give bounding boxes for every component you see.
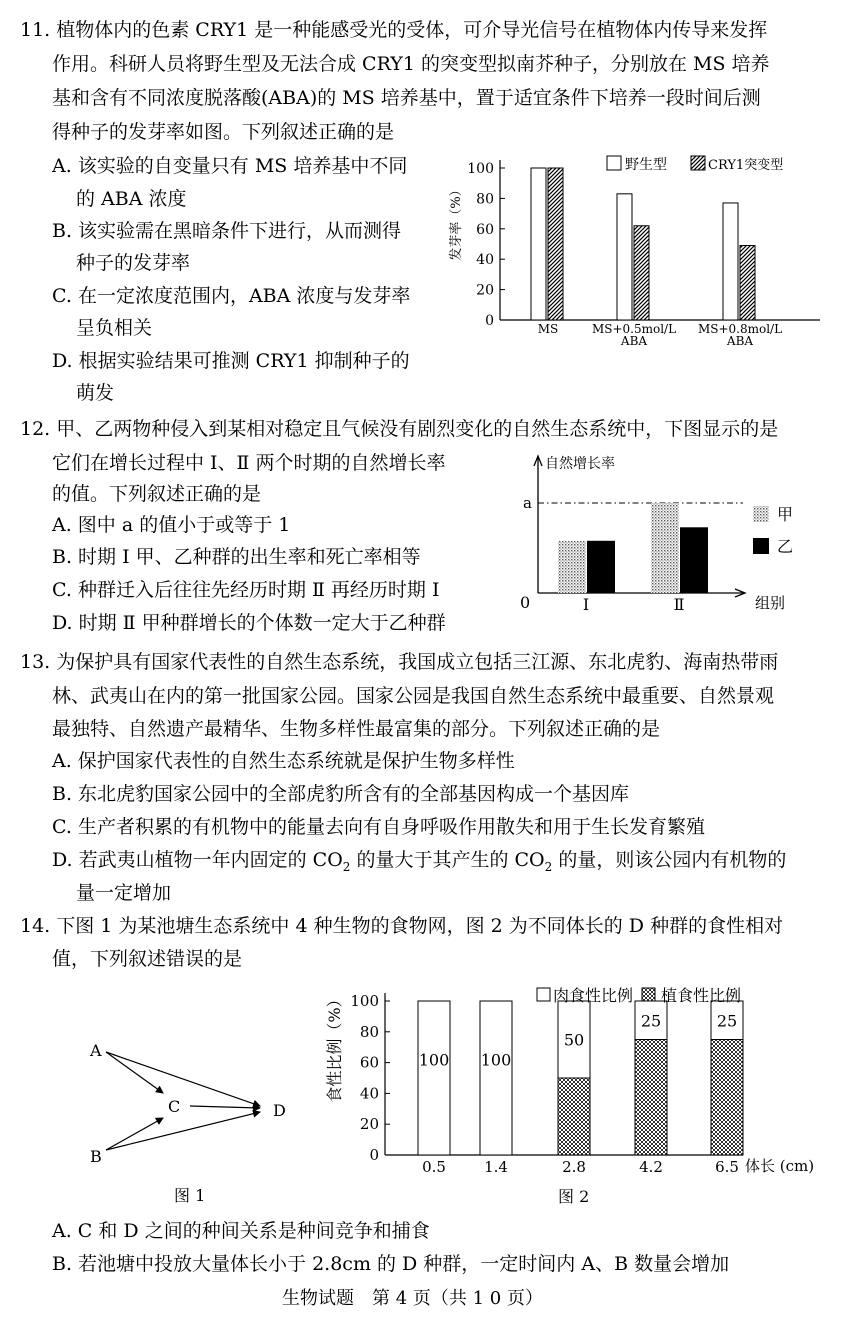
c1-x-tick-label: ABA xyxy=(620,334,648,348)
c2-y-axis-label: 自然增长率 xyxy=(545,456,615,472)
c1-x-tick-label: MS xyxy=(537,322,559,336)
c2-legend-swatch-yi xyxy=(753,538,769,554)
c3-x-tick-label: 2.8 xyxy=(562,1158,586,1176)
q11-option-b: B. 该实验需在黑暗条件下进行，从而测得 xyxy=(52,220,402,242)
q11-option-c: C. 在一定浓度范围内，ABA 浓度与发芽率 xyxy=(52,285,411,307)
c2-bar-jia xyxy=(651,503,679,593)
c2-bar-yi xyxy=(680,527,708,593)
q13-stem-line-1: 13. 为保护具有国家代表性的自然生态系统，我国成立包括三江源、东北虎豹、海南热带雨 xyxy=(20,651,779,673)
c1-x-tick-label: MS+0.8mol/L xyxy=(697,322,783,336)
c2-legend-swatch-jia xyxy=(753,506,769,522)
q12-option-d: D. 时期 Ⅱ 甲种群增长的个体数一定大于乙种群 xyxy=(52,612,446,634)
fig1-caption: 图 1 xyxy=(174,1186,206,1205)
q11-stem-line-2: 作用。科研人员将野生型及无法合成 CRY1 的突变型拟南芥种子，分别放在 MS 培养 xyxy=(52,53,770,75)
q13-option-c: C. 生产者积累的有机物中的能量去向有自身呼吸作用散失和用于生长发育繁殖 xyxy=(52,816,705,838)
c3-bar-label: 100 xyxy=(480,1050,512,1070)
c1-bar-wild xyxy=(723,203,738,320)
c3-bar-herbivore xyxy=(635,1040,667,1156)
c2-legend-yi: 乙 xyxy=(777,537,794,556)
c3-y-tick-label: 80 xyxy=(359,1022,379,1041)
q11-option-a-cont: 的 ABA 浓度 xyxy=(76,188,187,210)
c1-y-axis-label: 发芽率（%） xyxy=(449,183,464,261)
c3-bar-carnivore xyxy=(480,1001,512,1155)
c1-bar-mutant xyxy=(740,246,755,320)
c3-bar-label: 25 xyxy=(640,1011,662,1031)
c3-x-tick-label: 1.4 xyxy=(484,1158,508,1176)
food-web-figure xyxy=(70,1020,320,1210)
c3-y-tick-label: 20 xyxy=(359,1115,379,1134)
q13-option-a: A. 保护国家代表性的自然生态系统就是保护生物多样性 xyxy=(52,750,515,772)
q11-stem-line-3: 基和含有不同浓度脱落酸(ABA)的 MS 培养基中，置于适宜条件下培养一段时间后测 xyxy=(52,87,761,109)
c1-y-tick-label: 60 xyxy=(476,221,494,238)
c2-x-tick-label: Ⅱ xyxy=(673,595,685,614)
c3-bar-label: 25 xyxy=(716,1011,738,1031)
q11-stem-line-1: 11. 植物体内的色素 CRY1 是一种能感受光的受体，可介导光信号在植物体内传导来发挥 xyxy=(20,19,768,41)
q11-stem-line-4: 得种子的发芽率如图。下列叙述正确的是 xyxy=(52,121,395,143)
q12-stem-line-2: 它们在增长过程中 Ⅰ、Ⅱ 两个时期的自然增长率 xyxy=(52,452,446,474)
c3-bar-herbivore xyxy=(711,1040,743,1156)
c3-x-axis-label: 体长 (cm) xyxy=(745,1157,815,1175)
c3-legend-swatch-carnivore xyxy=(537,988,550,1001)
c3-y-tick-label: 100 xyxy=(350,992,379,1010)
q11-option-d-cont: 萌发 xyxy=(76,382,115,404)
c3-x-tick-label: 6.5 xyxy=(715,1158,739,1176)
q14-option-b: B. 若池塘中投放大量体长小于 2.8cm 的 D 种群，一定时间内 A、B 数量会增加 xyxy=(52,1253,730,1275)
q14-stem-line-1: 14. 下图 1 为某池塘生态系统中 4 种生物的食物网，图 2 为不同体长的 D 种群的食性相对 xyxy=(20,915,784,937)
node-a: A xyxy=(90,1041,102,1060)
c2-bar-yi xyxy=(587,541,615,593)
c3-y-tick-label: 40 xyxy=(359,1084,379,1103)
c1-y-tick-label: 80 xyxy=(476,191,494,208)
c1-y-tick-label: 0 xyxy=(485,313,494,329)
q11-option-d: D. 根据实验结果可推测 CRY1 抑制种子的 xyxy=(52,350,410,372)
c3-bar-label: 50 xyxy=(563,1030,585,1050)
c1-bar-wild xyxy=(531,168,546,320)
c2-origin-label: 0 xyxy=(520,593,531,612)
c1-bar-mutant xyxy=(548,168,563,320)
c3-y-tick-label: 0 xyxy=(369,1146,379,1164)
diet-proportion-chart xyxy=(315,975,815,1215)
c3-bar-label: 100 xyxy=(418,1050,450,1070)
c2-bar-jia xyxy=(558,541,586,593)
q13-option-b: B. 东北虎豹国家公园中的全部虎豹所含有的全部基因构成一个基因库 xyxy=(52,783,630,805)
q12-stem-line-3: 的值。下列叙述正确的是 xyxy=(52,483,262,505)
q13-stem-line-3: 最独特、自然遗产最精华、生物多样性最富集的部分。下列叙述正确的是 xyxy=(52,718,661,740)
growth-rate-chart xyxy=(505,448,845,620)
c3-bar-carnivore xyxy=(418,1001,450,1155)
q12-stem-line-1: 12. 甲、乙两物种侵入到某相对稳定且气候没有剧烈变化的自然生态系统中，下图显示的是 xyxy=(20,418,779,440)
c3-x-tick-label: 0.5 xyxy=(422,1158,446,1176)
c2-reference-label-a: a xyxy=(523,494,532,512)
q12-option-c: C. 种群迁入后往往先经历时期 Ⅱ 再经历时期 Ⅰ xyxy=(52,579,440,601)
node-c: C xyxy=(168,1097,181,1116)
q12-option-b: B. 时期 Ⅰ 甲、乙种群的出生率和死亡率相等 xyxy=(52,546,421,568)
c1-legend-mutant: CRY1突变型 xyxy=(708,158,784,173)
q14-stem-line-2: 值，下列叙述错误的是 xyxy=(52,948,243,970)
c2-legend-jia: 甲 xyxy=(777,505,794,524)
fig2-caption: 图 2 xyxy=(558,1187,590,1206)
q11-option-c-cont: 呈负相关 xyxy=(76,317,153,339)
q14-option-a: A. C 和 D 之间的种间关系是种间竞争和捕食 xyxy=(52,1220,430,1242)
c3-legend-swatch-herbivore xyxy=(642,988,655,1001)
c1-legend-swatch-wild xyxy=(607,156,621,170)
c1-x-tick-label: ABA xyxy=(726,334,754,348)
page-footer: 生物试题 第 4 页（共 1 0 页） xyxy=(282,1288,543,1309)
c1-legend-swatch-mutant xyxy=(691,156,705,170)
q12-option-a: A. 图中 a 的值小于或等于 1 xyxy=(52,514,291,536)
c1-bar-mutant xyxy=(634,226,649,320)
c3-x-tick-label: 4.2 xyxy=(639,1158,663,1176)
c3-y-tick-label: 60 xyxy=(359,1053,379,1072)
q13-stem-line-2: 林、武夷山在内的第一批国家公园。国家公园是我国自然生态系统中最重要、自然景观 xyxy=(52,685,775,707)
c2-x-axis-label: 组别 xyxy=(755,594,786,612)
c3-bar-herbivore xyxy=(558,1078,590,1155)
q11-option-b-cont: 种子的发芽率 xyxy=(76,252,191,274)
c1-y-tick-label: 100 xyxy=(467,161,494,177)
c1-legend-wild: 野生型 xyxy=(625,157,667,173)
c3-legend-herbivore: 植食性比例 xyxy=(661,986,742,1005)
node-d: D xyxy=(273,1101,286,1120)
node-b: B xyxy=(90,1147,102,1166)
q11-option-a: A. 该实验的自变量只有 MS 培养基中不同 xyxy=(52,155,408,177)
c1-bar-wild xyxy=(617,194,632,320)
c2-x-tick-label: Ⅰ xyxy=(582,595,590,614)
c3-legend-carnivore: 肉食性比例 xyxy=(553,986,634,1005)
c1-y-tick-label: 40 xyxy=(476,252,494,269)
germination-rate-chart xyxy=(440,148,850,358)
c1-x-tick-label: MS+0.5mol/L xyxy=(591,322,677,336)
c3-y-axis-label: 食性比例（%） xyxy=(325,991,344,1103)
c1-y-tick-label: 20 xyxy=(476,282,494,299)
q13-option-d-cont: 量一定增加 xyxy=(76,882,172,904)
q13-option-d: D. 若武夷山植物一年内固定的 $CO_2$ 的量大于其产生的 $CO_2$ 的量，则该公园内有机物的 xyxy=(52,849,787,874)
